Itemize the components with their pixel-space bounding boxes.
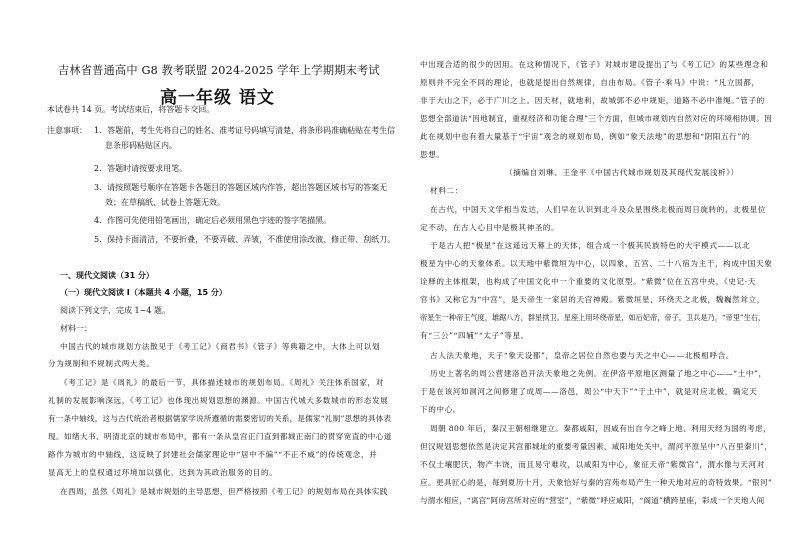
- text-line: 显高无上的皇权通过环境加以强化，达到为其政治服务的目的。: [48, 468, 278, 477]
- text-line: 中国古代的城市规划方法散见于《考工记》《商君书》《管子》等典籍之中，大体上可以划: [60, 342, 381, 351]
- notice-item: 息条形码粘贴区内。: [105, 141, 177, 150]
- notice-item: 2．答题时请按要求用笔。: [94, 164, 188, 173]
- text-line: 非于大山之下，必于广川之上。因天材，就地利，故城郭不必中规矩，道路不必中准绳。”管子的: [420, 96, 765, 105]
- section-heading: 一、现代文阅读（31 分）: [60, 271, 154, 280]
- text-line: 但汉规划思想依然是决定其宫都城址的重要考量因素，咸阳地处关中，渭河平原呈中“八百里秦川”，: [420, 442, 773, 451]
- notice-label: 注意事项：: [47, 126, 87, 135]
- text-line: 定不动，在古人心目中是极其神圣的。: [420, 223, 560, 232]
- text-line: 现。如绪大书、明清北京的城市布局中，都有一条从皇宫正门直到都城正南门的贯穿宽直的中心道: [48, 432, 392, 441]
- text-line: 诠释的主体框架，也构成了中国文化中一个重要的文化原型。“紫微”位在五宫中央，《史记·天: [420, 277, 756, 286]
- text-line: 在西周，虽然《周礼》是城市规划的主导思想，但严格按照《考工记》的规划布局在具体实践: [60, 487, 388, 496]
- text-line: 有一条中轴线，这与古代统治者根据儒家学说所遵循的需要密切的关系，是儒家“礼制”思想的具体表: [48, 414, 392, 423]
- text-line: 官书》又称它为“中宫”，是天帝生一家居的天宫神殿。紫微垣星，环绕天之北极，魏巍然耸立，: [420, 295, 765, 304]
- notice-item: 5．保持卡面清洁，不要折叠，不要弄破、弄皱，不准使用涂改液、修正带、刮纸刀。: [94, 235, 396, 244]
- text-line: 下的中心。: [420, 405, 461, 414]
- material-label: 材料二：: [430, 186, 463, 195]
- reading-instruction: 阅读下列文字，完成 1~4 题。: [60, 306, 170, 315]
- text-line: 思想全部道法“因地制宜，重视经济和功能合理”三个方面，但城市规划内自然对应的环境相协调。因: [420, 114, 773, 123]
- text-line: 不仅土壤肥沃，物产丰饶，而且易守难攻，以咸阳为中心，象征天帝“紫微宫”，渭水像与天河对: [420, 460, 765, 469]
- text-line: 此在规划中也有着大量基于“宇宙”观念的规划布局，例如“象天法地”的思想和“阴阳五行”的: [420, 132, 751, 141]
- text-line: 有“三公”“四辅”“太子”等星。: [420, 331, 529, 340]
- text-line: 思想。: [420, 150, 445, 159]
- subsection-heading: （一）现代文阅读 I（本题共 4 小题，15 分）: [60, 288, 227, 297]
- notice-item: 效；在草稿纸、试卷上答题无效。: [105, 198, 225, 207]
- text-line: 应。更具匠心的是，每到夏历十月，天象恰好与秦的宫苑布局产生一种天地对应的奇特效果。“银河”: [420, 478, 773, 487]
- text-line: 周朝 800 年后，秦汉王朝相继建立。秦都咸阳，因咸有出自今之峰上地、利用天经为国的考虑，: [430, 424, 772, 433]
- text-line: 礼制的发展影响深远，《考工记》也体现出规划思想的渊源。中国古代城大多数城市的形态发展: [48, 396, 389, 405]
- text-line: 与渭水相应，“离宫”阿房宫所对应的“营室”，“紫微”呼应咸阳，“阁道”横跨星座，彩成一个天地人间: [420, 496, 765, 505]
- notice-item: 1．答题前，考生先将自己的姓名、准考证号码填写清楚，将条形码准确粘贴在考生信: [94, 126, 396, 135]
- exam-title: 吉林省普通高中 G8 教考联盟 2024-2025 学年上学期期末考试: [58, 64, 380, 77]
- citation: （摘编自刘琳、王金平《中国古代城市规划及其现代发展浅析》）: [505, 168, 739, 177]
- text-line: 历史上著名的周公营建洛邑开法天象地之先例。在伊洛平原地区测量了地之中心——“土中”，: [430, 369, 767, 378]
- text-line: 《考工记》是《周礼》的最后一节，具体描述城市的规划布局。《周礼》关注体系国家，对: [60, 378, 384, 387]
- text-line: 中出现合适的很少的因用。在这种情况下，《管子》对城市建设提出了与《考工记》的某些理念和: [420, 60, 769, 69]
- notice-item: 4．作图可先使用铅笔画出，确定后必须用黑色字迹的签字笔描黑。: [94, 216, 332, 225]
- text-line: 帝星生一种帝王气度，雄踞八方，群星拱卫。星座上用环绕帝星，如后妃帝，帝子，卫兵是乃，“帝里”生右，: [420, 313, 766, 322]
- text-line: 古人法天象地，天子“象天设都”，皇帝之居位自然也要与天之中心——北极相呼合。: [430, 351, 734, 360]
- exam-intro: 本试卷共 14 页。考试结束后，将答题卡交回。: [47, 105, 215, 114]
- text-line: 分为规制和不规制式两大类。: [48, 359, 155, 368]
- text-line: 原则并不完全不同的理论，也就是提出自然规律，自由布局。《管子·乘马》中说：“凡立国都，: [420, 78, 760, 87]
- text-line: 在古代，中国天文学相当发达，人们早在认识到北斗及众星围绕北极而周日旋转的，北极星位: [430, 205, 766, 214]
- material-label: 材料一：: [60, 324, 92, 333]
- notice-item: 3．请按照题号顺序在答题卡各题目的答题区域内作答，超出答题区域书写的答案无: [94, 183, 388, 192]
- grade-subject-title: 高一年级 语文: [160, 88, 275, 108]
- text-line: 路作为城市的中轴线，这反映了封建社会儒家理论中“居中不偏”“不正不威”的传统观念，并: [48, 450, 378, 459]
- text-line: 极星为中心的天象体系。以天地中紫微垣为中心，以四象、五宫、二十八宿为主干，构成中国天象: [420, 259, 773, 268]
- text-line: 于是古人把“极星”在这遥远天幕上的天体，组合成一个极其民族特色的大宇模式——以北: [430, 241, 751, 250]
- text-line: 于是在该河如洞河之间修建了成周——洛邑，周公“中天下”“于土中”，就是对应北极，确定天: [420, 387, 758, 396]
